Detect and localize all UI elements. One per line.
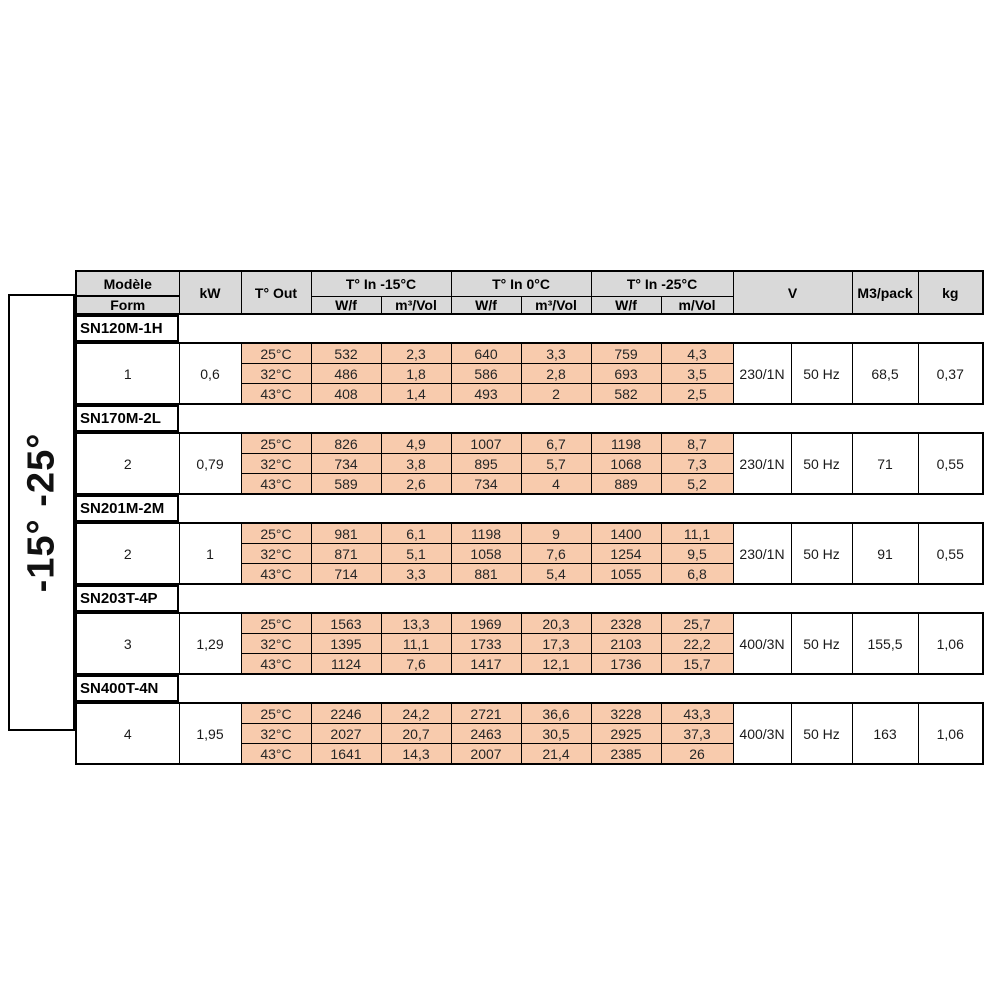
data-value: 532: [311, 343, 381, 364]
data-value: 2: [521, 384, 591, 405]
kg-value: 0,55: [918, 433, 983, 494]
data-value: 20,3: [521, 613, 591, 634]
data-value: 5,4: [521, 564, 591, 585]
data-value: 734: [311, 454, 381, 474]
header-wf-minus25: W/f: [591, 296, 661, 314]
data-value: 408: [311, 384, 381, 405]
header-form: Form: [76, 296, 179, 314]
data-value: 11,1: [661, 523, 733, 544]
data-value: 1007: [451, 433, 521, 454]
data-value: 1736: [591, 654, 661, 675]
kw-value: 1: [179, 523, 241, 584]
frequency-value: 50 Hz: [791, 433, 852, 494]
data-value: 6,1: [381, 523, 451, 544]
data-value: 3,3: [381, 564, 451, 585]
data-value: 2385: [591, 744, 661, 765]
header-kg: kg: [918, 271, 983, 314]
data-value: 5,2: [661, 474, 733, 495]
data-value: 36,6: [521, 703, 591, 724]
data-value: 2721: [451, 703, 521, 724]
header-t-in-0: T° In 0°C: [451, 271, 591, 296]
data-value: 2328: [591, 613, 661, 634]
header-mvol-minus25: m/Vol: [661, 296, 733, 314]
model-row: [75, 675, 982, 702]
header-wf-minus15: W/f: [311, 296, 381, 314]
data-value: 21,4: [521, 744, 591, 765]
model-data-table: [75, 702, 984, 765]
header-wf-0: W/f: [451, 296, 521, 314]
temperature-range-box: [8, 294, 75, 731]
data-value: 1969: [451, 613, 521, 634]
t-out-value: 32°C: [241, 454, 311, 474]
model-name: SN170M-2L: [75, 405, 179, 432]
data-value: 11,1: [381, 634, 451, 654]
data-value: 3228: [591, 703, 661, 724]
t-out-value: 43°C: [241, 474, 311, 495]
model-name: SN120M-1H: [75, 315, 179, 342]
data-value: 734: [451, 474, 521, 495]
t-out-value: 32°C: [241, 544, 311, 564]
data-value: 881: [451, 564, 521, 585]
data-value: 981: [311, 523, 381, 544]
table-row: [76, 433, 983, 454]
data-value: 2,8: [521, 364, 591, 384]
data-value: 582: [591, 384, 661, 405]
voltage-value: 230/1N: [733, 343, 791, 404]
data-value: 43,3: [661, 703, 733, 724]
t-out-value: 25°C: [241, 433, 311, 454]
header-kw: kW: [179, 271, 241, 314]
data-value: 2,3: [381, 343, 451, 364]
data-value: 2925: [591, 724, 661, 744]
data-value: 759: [591, 343, 661, 364]
data-value: 895: [451, 454, 521, 474]
data-value: 7,6: [381, 654, 451, 675]
header-modele: Modèle: [76, 271, 179, 296]
data-value: 3,5: [661, 364, 733, 384]
model-data-table: [75, 612, 984, 675]
data-value: 9: [521, 523, 591, 544]
t-out-value: 32°C: [241, 634, 311, 654]
header-voltage: V: [733, 271, 852, 314]
spec-table-body: [75, 315, 982, 765]
data-value: 7,3: [661, 454, 733, 474]
t-out-value: 32°C: [241, 364, 311, 384]
header-m3vol-minus15: m³/Vol: [381, 296, 451, 314]
kw-value: 1,95: [179, 703, 241, 764]
data-value: 589: [311, 474, 381, 495]
header-m3vol-0: m³/Vol: [521, 296, 591, 314]
data-value: 889: [591, 474, 661, 495]
form-value: 4: [76, 703, 179, 764]
data-value: 5,1: [381, 544, 451, 564]
form-value: 2: [76, 523, 179, 584]
data-value: 2103: [591, 634, 661, 654]
table-row: [76, 703, 983, 724]
spec-table: [75, 270, 982, 765]
t-out-value: 43°C: [241, 384, 311, 405]
data-value: 1068: [591, 454, 661, 474]
data-value: 25,7: [661, 613, 733, 634]
data-value: 3,3: [521, 343, 591, 364]
data-value: 4,9: [381, 433, 451, 454]
data-value: 20,7: [381, 724, 451, 744]
data-value: 2,6: [381, 474, 451, 495]
frequency-value: 50 Hz: [791, 523, 852, 584]
kg-value: 1,06: [918, 613, 983, 674]
kw-value: 0,6: [179, 343, 241, 404]
data-value: 1198: [451, 523, 521, 544]
data-value: 14,3: [381, 744, 451, 765]
data-value: 714: [311, 564, 381, 585]
data-value: 493: [451, 384, 521, 405]
frequency-value: 50 Hz: [791, 703, 852, 764]
model-name: SN203T-4P: [75, 585, 179, 612]
model-name: SN400T-4N: [75, 675, 179, 702]
header-t-in-minus15: T° In -15°C: [311, 271, 451, 296]
data-value: 4: [521, 474, 591, 495]
data-value: 1641: [311, 744, 381, 765]
table-row: [76, 343, 983, 364]
spec-table-header: [75, 270, 984, 315]
data-value: 12,1: [521, 654, 591, 675]
data-value: 693: [591, 364, 661, 384]
m3pack-value: 71: [852, 433, 918, 494]
kg-value: 0,37: [918, 343, 983, 404]
voltage-value: 230/1N: [733, 523, 791, 584]
data-value: 6,8: [661, 564, 733, 585]
form-value: 1: [76, 343, 179, 404]
kw-value: 1,29: [179, 613, 241, 674]
data-value: 1124: [311, 654, 381, 675]
data-value: 1254: [591, 544, 661, 564]
data-value: 486: [311, 364, 381, 384]
data-value: 24,2: [381, 703, 451, 724]
header-m3pack: M3/pack: [852, 271, 918, 314]
t-out-value: 25°C: [241, 343, 311, 364]
data-value: 6,7: [521, 433, 591, 454]
form-value: 3: [76, 613, 179, 674]
model-row: [75, 315, 982, 342]
data-value: 1198: [591, 433, 661, 454]
model-data-table: [75, 432, 984, 495]
data-value: 586: [451, 364, 521, 384]
data-value: 1733: [451, 634, 521, 654]
data-value: 13,3: [381, 613, 451, 634]
data-value: 2007: [451, 744, 521, 765]
m3pack-value: 68,5: [852, 343, 918, 404]
data-value: 2463: [451, 724, 521, 744]
temperature-range-label: -15° -25°: [20, 432, 63, 593]
frequency-value: 50 Hz: [791, 613, 852, 674]
t-out-value: 25°C: [241, 613, 311, 634]
model-row: [75, 495, 982, 522]
t-out-value: 32°C: [241, 724, 311, 744]
data-value: 2027: [311, 724, 381, 744]
table-row: [76, 523, 983, 544]
header-t-in-minus25: T° In -25°C: [591, 271, 733, 296]
data-value: 1058: [451, 544, 521, 564]
t-out-value: 43°C: [241, 744, 311, 765]
t-out-value: 43°C: [241, 654, 311, 675]
data-value: 5,7: [521, 454, 591, 474]
data-value: 1,4: [381, 384, 451, 405]
header-t-out: T° Out: [241, 271, 311, 314]
data-value: 7,6: [521, 544, 591, 564]
model-name: SN201M-2M: [75, 495, 179, 522]
frequency-value: 50 Hz: [791, 343, 852, 404]
model-data-table: [75, 522, 984, 585]
data-value: 2,5: [661, 384, 733, 405]
data-value: 1,8: [381, 364, 451, 384]
kg-value: 0,55: [918, 523, 983, 584]
data-value: 2246: [311, 703, 381, 724]
data-value: 15,7: [661, 654, 733, 675]
model-row: [75, 405, 982, 432]
form-value: 2: [76, 433, 179, 494]
data-value: 1395: [311, 634, 381, 654]
data-value: 826: [311, 433, 381, 454]
model-data-table: [75, 342, 984, 405]
t-out-value: 25°C: [241, 523, 311, 544]
data-value: 1417: [451, 654, 521, 675]
voltage-value: 400/3N: [733, 703, 791, 764]
data-value: 871: [311, 544, 381, 564]
data-value: 1055: [591, 564, 661, 585]
table-row: [76, 613, 983, 634]
data-value: 9,5: [661, 544, 733, 564]
data-value: 3,8: [381, 454, 451, 474]
data-value: 1563: [311, 613, 381, 634]
m3pack-value: 155,5: [852, 613, 918, 674]
kg-value: 1,06: [918, 703, 983, 764]
m3pack-value: 91: [852, 523, 918, 584]
t-out-value: 25°C: [241, 703, 311, 724]
model-row: [75, 585, 982, 612]
kw-value: 0,79: [179, 433, 241, 494]
data-value: 640: [451, 343, 521, 364]
data-value: 22,2: [661, 634, 733, 654]
data-value: 37,3: [661, 724, 733, 744]
t-out-value: 43°C: [241, 564, 311, 585]
voltage-value: 400/3N: [733, 613, 791, 674]
data-value: 1400: [591, 523, 661, 544]
data-value: 17,3: [521, 634, 591, 654]
data-value: 8,7: [661, 433, 733, 454]
data-value: 30,5: [521, 724, 591, 744]
m3pack-value: 163: [852, 703, 918, 764]
voltage-value: 230/1N: [733, 433, 791, 494]
data-value: 4,3: [661, 343, 733, 364]
data-value: 26: [661, 744, 733, 765]
